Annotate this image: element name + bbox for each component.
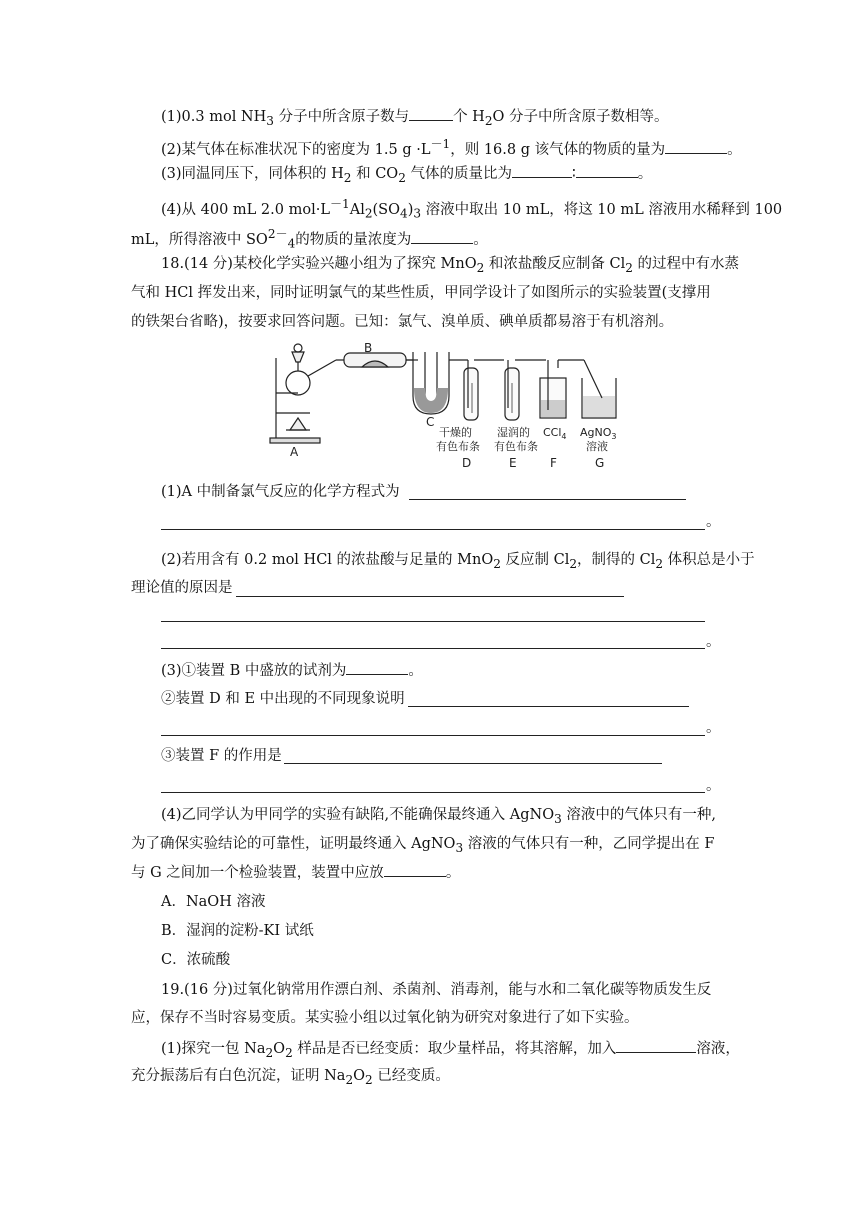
label-E-line1: 湿润的 xyxy=(497,426,530,439)
label-F-ccl: CCl$_4$ xyxy=(543,426,567,441)
q18-s4-line1: (4)乙同学认为甲同学的实验有缺陷,不能确保最终通入 AgNO$_3$ 溶液中的气体只有一种, xyxy=(161,807,716,826)
q18-s4-line3: 与 G 之间加一个检验装置，装置中应放 。 xyxy=(131,862,460,883)
answer-line xyxy=(409,499,686,500)
q18-s2-line2: 理论值的原因是 xyxy=(131,580,233,596)
end-mark: 。 xyxy=(706,778,721,794)
label-D-line1: 干燥的 xyxy=(439,426,472,439)
end-mark: 。 xyxy=(706,634,721,650)
label-G: G xyxy=(595,456,605,470)
q19-s1-line2: 充分振荡后有白色沉淀，证明 $Na_2O_2$ 已经变质。 xyxy=(131,1068,450,1087)
apparatus-diagram xyxy=(268,338,620,473)
answer-line xyxy=(161,648,705,649)
q19-intro-line1: 19.(16 分)过氧化钠常用作漂白剂、杀菌剂、消毒剂，能与水和二氧化碳等物质发生反 xyxy=(161,982,712,998)
label-D: D xyxy=(462,456,472,470)
q17-part2: (2)某气体在标准状况下的密度为 1.5 $g \cdot L^{-1}$，则 16.8 g 该气体的物质的量为 。 xyxy=(161,137,742,158)
q18-intro-line3: 的铁架台省略)，按要求回答问题。已知：氯气、溴单质、碘单质都易溶于有机溶剂。 xyxy=(131,314,674,330)
label-G-agno3: AgNO$_3$ xyxy=(580,426,617,441)
label-F: F xyxy=(550,456,557,470)
answer-line xyxy=(161,621,705,622)
end-mark: 。 xyxy=(706,514,721,530)
q18-intro-line2: 气和 HCl 挥发出来，同时证明氯气的某些性质，甲同学设计了如图所示的实验装置(支撑用 xyxy=(131,285,711,301)
answer-line xyxy=(284,763,662,764)
q17-part1: (1)0.3 mol $NH_3$ 分子中所含原子数与 个 $H_2O$ 分子中所含原子数相等。 xyxy=(161,106,669,131)
label-B: B xyxy=(364,341,373,355)
answer-line xyxy=(161,792,705,793)
label-G-solution: 溶液 xyxy=(586,440,608,453)
q17-part4-line2: mL，所得溶液中 $SO^{2-}_4$的物质的量浓度为 。 xyxy=(131,227,488,251)
answer-line xyxy=(408,706,689,707)
answer-line xyxy=(161,735,705,736)
q18-s4-line2: 为了确保实验结论的可靠性，证明最终通入 AgNO$_3$ 溶液的气体只有一种，乙同学提出在 F xyxy=(131,836,715,855)
option-c: C．浓硫酸 xyxy=(161,952,231,968)
end-mark: 。 xyxy=(706,720,721,736)
q18-s3-1: (3)①装置 B 中盛放的试剂为 。 xyxy=(161,660,423,681)
label-C: C xyxy=(426,415,435,429)
label-E: E xyxy=(509,456,517,470)
q17-part3: (3)同温同压下，同体积的 $H_2$ 和 $CO_2$ 气体的质量比为 ∶ 。 xyxy=(161,163,652,188)
q18-s3-2: ②装置 D 和 E 中出现的不同现象说明 xyxy=(161,691,405,707)
u-tube-C xyxy=(406,352,468,414)
option-b: B．湿润的淀粉-KI 试纸 xyxy=(161,923,314,939)
label-A: A xyxy=(290,445,299,459)
q18-s2-line1: (2)若用含有 0.2 mol HCl 的浓盐酸与足量的 MnO$_2$ 反应制 $Cl_2$，制得的 $Cl_2$ 体积总是小于 xyxy=(161,552,755,571)
q19-intro-line2: 应，保存不当时容易变质。某实验小组以过氧化钠为研究对象进行了如下实验。 xyxy=(131,1010,639,1026)
bottle-D xyxy=(464,360,504,420)
tube-B xyxy=(336,353,413,367)
q18-intro-line1: 18.(14 分)某校化学实验兴趣小组为了探究 MnO$_2$ 和浓盐酸反应制备 $Cl_2$ 的过程中有水蒸 xyxy=(161,256,740,275)
q18-s3-3: ③装置 F 的作用是 xyxy=(161,748,282,764)
q18-s1: (1)A 中制备氯气反应的化学方程式为 xyxy=(161,484,400,500)
label-D-line2: 有色布条 xyxy=(436,440,480,453)
label-E-line2: 有色布条 xyxy=(494,440,538,453)
option-a: A．NaOH 溶液 xyxy=(161,894,266,910)
bottle-F xyxy=(540,360,584,418)
q19-s1-line1: (1)探究一包 $Na_2O_2$ 样品是否已经变质：取少量样品，将其溶解，加入 溶液， xyxy=(161,1038,740,1063)
answer-line xyxy=(236,596,624,597)
beaker-G xyxy=(582,360,616,418)
q17-part4-line1: (4)从 400 mL 2.0 $mol\cdot L^{-1}Al_2(SO_4)_3$ 溶液中取出 10 mL，将这 10 mL 溶液用水稀释到 100 xyxy=(161,197,783,221)
generator-A xyxy=(270,344,336,443)
answer-line xyxy=(161,529,705,530)
